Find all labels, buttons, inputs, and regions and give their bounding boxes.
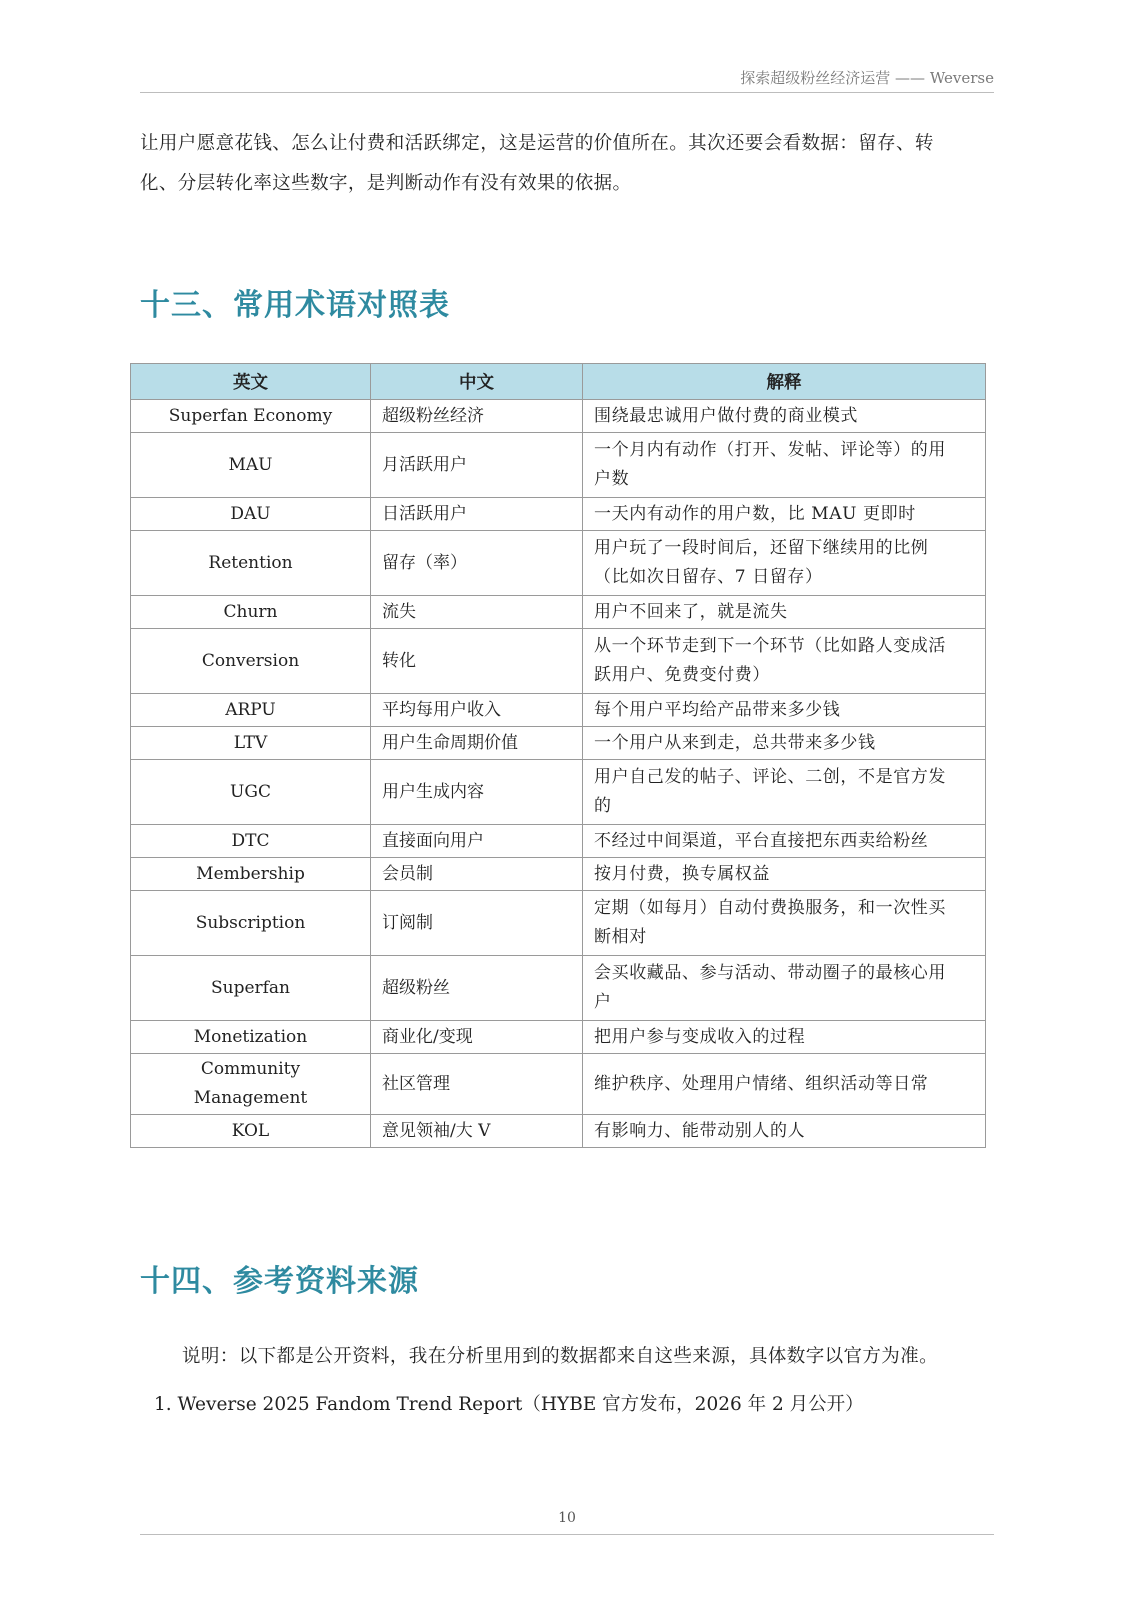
explanation-line-1: 按月付费，换专属权益: [594, 863, 770, 884]
explanation-line-1: 有影响力、能带动别人的人: [594, 1120, 806, 1141]
page-number: 10: [558, 1510, 576, 1526]
table-row: [131, 498, 986, 531]
table-row: [131, 433, 986, 498]
explanation-line-1: 一个月内有动作（打开、发帖、评论等）的用: [594, 440, 946, 460]
section-13-heading: 十三、常用术语对照表: [140, 288, 450, 323]
term-explanation: [583, 1054, 986, 1115]
term-chinese: 超级粉丝经济: [371, 400, 583, 433]
table-row: [131, 596, 986, 629]
explanation-line-1: 从一个环节走到下一个环节（比如路人变成活: [594, 636, 946, 656]
intro-line-1: 让用户愿意花钱、怎么让付费和活跃绑定，这是运营的价值所在。其次还要会看数据：留存、转: [140, 133, 934, 154]
references-note: 说明：以下都是公开资料，我在分析里用到的数据都来自这些来源，具体数字以官方为准。: [182, 1346, 939, 1367]
explanation-line-1: 会买收藏品、参与活动、带动圈子的最核心用: [594, 963, 946, 983]
table-row: [131, 825, 986, 858]
section-14-heading: 十四、参考资料来源: [140, 1264, 419, 1299]
explanation-line-1: 一个用户从来到走，总共带来多少钱: [594, 732, 876, 753]
explanation-line-1: 维护秩序、处理用户情绪、组织活动等日常: [594, 1073, 929, 1094]
page-footer: [140, 1508, 994, 1535]
term-chinese: 流失: [371, 596, 583, 629]
term-chinese: 超级粉丝: [371, 956, 583, 1021]
header-explanation: 解释: [583, 364, 986, 400]
term-chinese: 直接面向用户: [371, 825, 583, 858]
term-english: Subscription: [131, 891, 371, 956]
term-english: Membership: [131, 858, 371, 891]
term-explanation: [583, 891, 986, 956]
term-explanation: [583, 956, 986, 1021]
term-english: Retention: [131, 531, 371, 596]
intro-line-2: 化、分层转化率这些数字，是判断动作有没有效果的依据。: [140, 173, 632, 194]
explanation-line-1: 把用户参与变成收入的过程: [594, 1026, 806, 1047]
explanation-line-2: 的: [594, 796, 612, 816]
table-row: [131, 1054, 986, 1115]
term-explanation: [583, 825, 986, 858]
term-english: MAU: [131, 433, 371, 498]
explanation-line-1: 用户不回来了，就是流失: [594, 601, 788, 622]
term-chinese: 用户生命周期价值: [371, 727, 583, 760]
explanation-line-1: 不经过中间渠道，平台直接把东西卖给粉丝: [594, 830, 929, 851]
term-explanation: [583, 694, 986, 727]
term-english: DTC: [131, 825, 371, 858]
glossary-header-row: [131, 364, 986, 400]
explanation-line-2: 断相对: [594, 927, 647, 947]
term-english: Churn: [131, 596, 371, 629]
header-english: 英文: [131, 364, 371, 400]
table-row: [131, 694, 986, 727]
term-english: ARPU: [131, 694, 371, 727]
term-english: Conversion: [131, 629, 371, 694]
term-english: LTV: [131, 727, 371, 760]
table-row: [131, 400, 986, 433]
term-chinese: 用户生成内容: [371, 760, 583, 825]
running-header: [140, 68, 994, 93]
term-explanation: [583, 727, 986, 760]
term-chinese: 转化: [371, 629, 583, 694]
term-english: Superfan: [131, 956, 371, 1021]
term-english: Monetization: [131, 1021, 371, 1054]
term-explanation: [583, 629, 986, 694]
table-row: [131, 531, 986, 596]
header-chinese: 中文: [371, 364, 583, 400]
term-explanation: [583, 531, 986, 596]
term-chinese: 日活跃用户: [371, 498, 583, 531]
term-english: DAU: [131, 498, 371, 531]
table-row: [131, 891, 986, 956]
term-chinese: 意见领袖/大 V: [371, 1115, 583, 1148]
term-chinese: 商业化/变现: [371, 1021, 583, 1054]
explanation-line-1: 定期（如每月）自动付费换服务，和一次性买: [594, 898, 946, 918]
reference-item: 1. Weverse 2025 Fandom Trend Report（HYBE 官方发布，2026 年 2 月公开）: [154, 1394, 864, 1415]
term-explanation: [583, 400, 986, 433]
table-row: [131, 760, 986, 825]
term-chinese: 社区管理: [371, 1054, 583, 1115]
explanation-line-2: 跃用户、免费变付费）: [594, 665, 770, 685]
term-chinese: 订阅制: [371, 891, 583, 956]
term-chinese: 留存（率）: [371, 531, 583, 596]
term-chinese: 月活跃用户: [371, 433, 583, 498]
term-chinese: 会员制: [371, 858, 583, 891]
intro-paragraph: [140, 124, 1000, 204]
term-explanation: [583, 760, 986, 825]
term-explanation: [583, 1021, 986, 1054]
explanation-line-1: 用户玩了一段时间后，还留下继续用的比例: [594, 538, 929, 558]
explanation-line-2: （比如次日留存、7 日留存）: [594, 567, 823, 587]
table-row: [131, 727, 986, 760]
term-explanation: [583, 1115, 986, 1148]
running-header-text: 探索超级粉丝经济运营 —— Weverse: [740, 69, 994, 87]
term-explanation: [583, 433, 986, 498]
explanation-line-1: 每个用户平均给产品带来多少钱: [594, 699, 841, 720]
term-english: Superfan Economy: [131, 400, 371, 433]
table-row: [131, 858, 986, 891]
term-explanation: [583, 596, 986, 629]
term-english: UGC: [131, 760, 371, 825]
table-row: [131, 1021, 986, 1054]
glossary-table: [130, 363, 986, 1148]
explanation-line-1: 围绕最忠诚用户做付费的商业模式: [594, 405, 858, 426]
explanation-line-1: 一天内有动作的用户数，比 MAU 更即时: [594, 503, 916, 524]
table-row: [131, 956, 986, 1021]
term-explanation: [583, 858, 986, 891]
term-english: KOL: [131, 1115, 371, 1148]
term-explanation: [583, 498, 986, 531]
explanation-line-2: 户数: [594, 469, 630, 489]
term-english: Community Management: [131, 1054, 371, 1115]
explanation-line-1: 用户自己发的帖子、评论、二创，不是官方发: [594, 767, 946, 787]
term-chinese: 平均每用户收入: [371, 694, 583, 727]
table-row: [131, 629, 986, 694]
table-row: [131, 1115, 986, 1148]
explanation-line-2: 户: [594, 992, 612, 1012]
